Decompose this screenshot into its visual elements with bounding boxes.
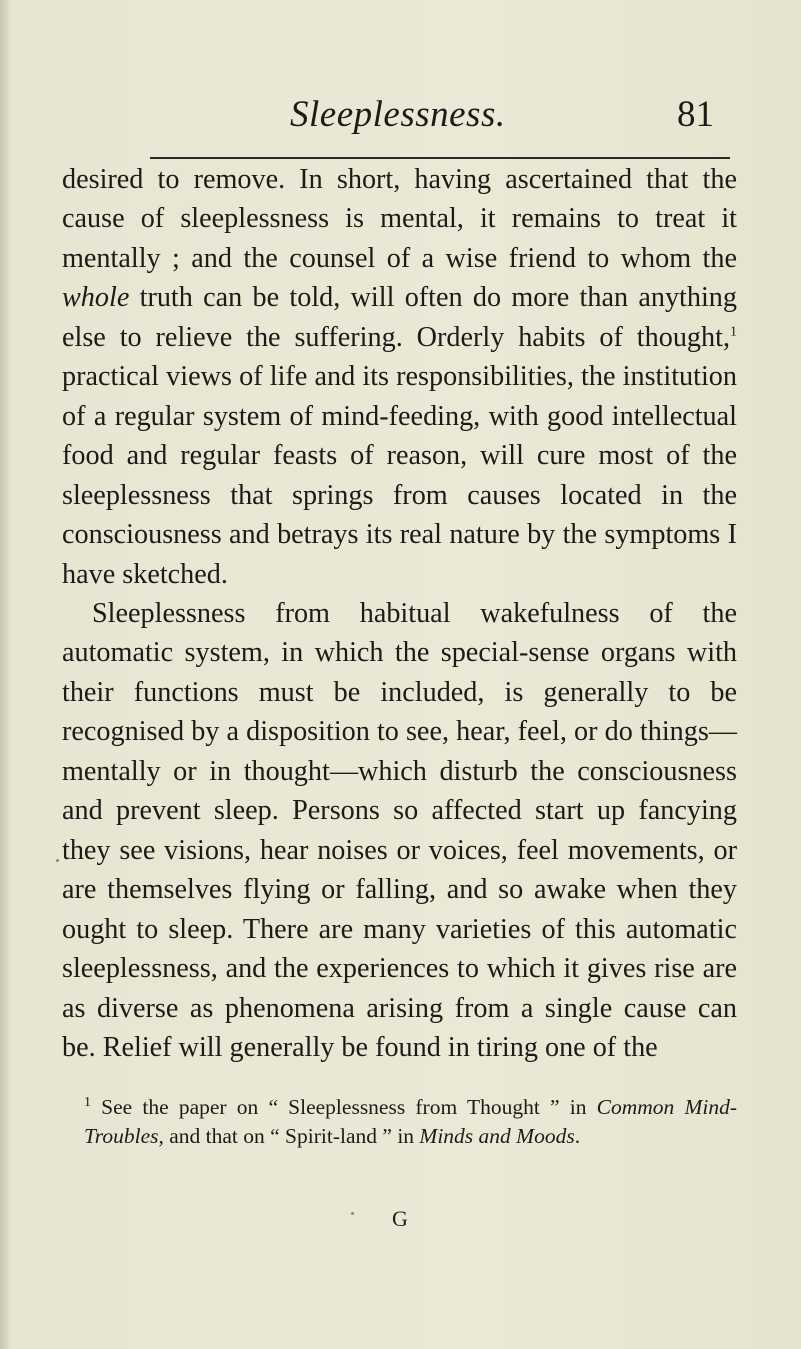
header-rule <box>150 157 730 159</box>
paragraph-1 <box>62 160 737 594</box>
page-header <box>150 93 730 139</box>
paragraph-1-part-a: desired to remove. In short, having ascertained that the cause of sleeplessness is mental, it remains to treat it mentally ; and the counsel of a wise friend to whom the <box>62 164 737 274</box>
footnote-reference: 1 <box>730 324 737 340</box>
paper-speck <box>351 1212 354 1215</box>
footnote-text-c: . <box>574 1124 581 1148</box>
body-text <box>62 160 737 1067</box>
signature-mark: G <box>392 1206 408 1231</box>
footnote-text-a: See the paper on “ Sleeplessness from Thought ” in <box>91 1095 597 1119</box>
spine-shadow <box>0 0 10 1349</box>
paper-speck <box>56 859 59 862</box>
running-title: Sleeplessness. <box>290 94 506 135</box>
footnote-title-1: Common Mind-Troubles <box>84 1095 738 1148</box>
paragraph-2: Sleeplessness from habitual wakefulness of the automatic system, in which the special-sense organs with their functions must be included, is generally to be recognised by a disposition to see, hear, feel, or do things—mentally or in thought—which disturb the consciousness and prevent sleep. Persons so affected start up fancying they see visions, hear noises or voices, feel movements, or are themselves flying or falling, and so awake when they ought to sleep. There are many varieties of this automatic sleeplessness, and the experiences to which it gives rise are as diverse as phenomena arising from a single cause can be. Relief will generally be found in tiring one of the <box>62 597 737 1063</box>
emphasis-whole: whole <box>62 282 130 314</box>
footnote-title-2: Minds and Moods <box>419 1124 575 1148</box>
footnote-mark: 1 <box>84 1094 91 1110</box>
page-number: 81 <box>677 94 714 135</box>
paragraph-1-part-c: practical views of life and its responsibilities, the institution of a regular system of mind-feeding, with good intellectual food and regular feasts of reason, will cure most of the sleeplessness that springs from causes located in the consciousness and betrays its real nature by the symptoms I have sketched. <box>62 361 737 590</box>
footnotes <box>62 1093 737 1151</box>
footnote-1 <box>62 1093 737 1151</box>
paragraph-1-part-b: truth can be told, will often do more than anything else to relieve the suffering. Orderly habits of thought, <box>62 282 737 353</box>
footnote-text-b: , and that on “ Spirit-land ” in <box>158 1124 420 1148</box>
